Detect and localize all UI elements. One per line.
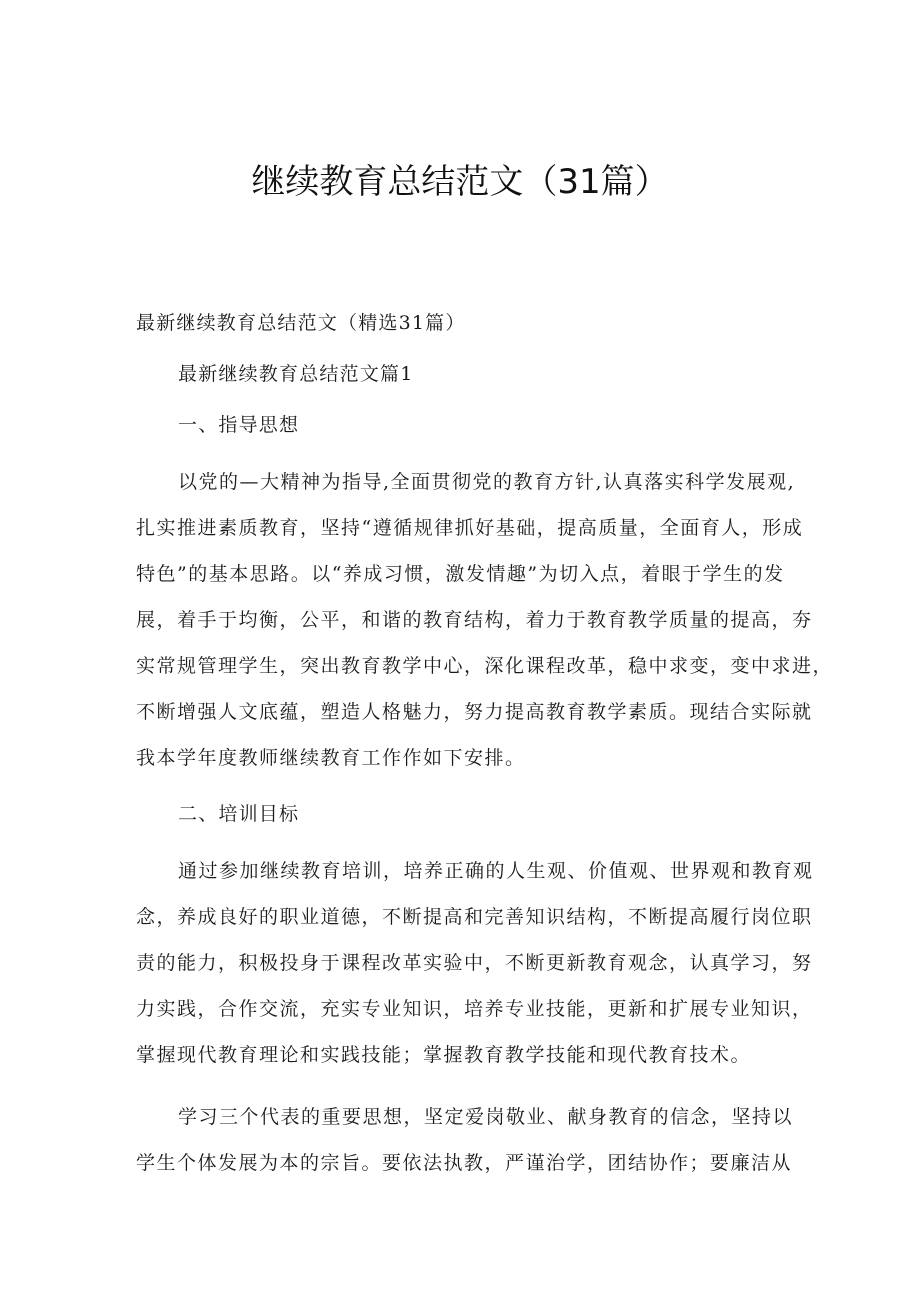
paragraph-line: 不断增强人文底蕴，塑造人格魅力，努力提高教育教学素质。现结合实际就 xyxy=(136,701,813,723)
paragraph-line: 学生个体发展为本的宗旨。要依法执教，严谨治学，团结协作；要廉洁从 xyxy=(136,1152,793,1174)
document-body xyxy=(136,306,834,1202)
paragraph-line: 念，养成良好的职业道德，不断提高和完善知识结构，不断提高履行岗位职 xyxy=(136,906,813,928)
paragraph-training-goals xyxy=(136,848,814,1078)
paragraph-line: 展，着手于均衡，公平，和谐的教育结构，着力于教育教学质量的提高，夯 xyxy=(136,609,813,631)
paragraph-line: 掌握现代教育理论和实践技能；掌握教育教学技能和现代教育技术。 xyxy=(136,1044,752,1066)
paragraph-line: 责的能力，积极投身于课程改革实验中，不断更新教育观念，认真学习，努 xyxy=(136,952,813,974)
paragraph-line: 通过参加继续教育培训，培养正确的人生观、价值观、世界观和教育观 xyxy=(178,860,814,882)
document-title: 继续教育总结范文（31篇） xyxy=(251,162,669,202)
heading-training-goals: 二、培训目标 xyxy=(178,803,300,825)
paragraph-line: 学习三个代表的重要思想，坚定爱岗敬业、献身教育的信念，坚持以 xyxy=(178,1106,794,1128)
paragraph-line: 实常规管理学生，突出教育教学中心，深化课程改革，稳中求变，变中求进， xyxy=(136,655,834,677)
document-subtitle: 最新继续教育总结范文（精选31篇） xyxy=(136,312,466,334)
section-title: 最新继续教育总结范文篇1 xyxy=(178,363,414,385)
paragraph-line: 扎实推进素质教育，坚持“遵循规律抓好基础，提高质量，全面育人，形成 xyxy=(136,517,804,539)
paragraph-line: 力实践，合作交流，充实专业知识，培养专业技能，更新和扩展专业知识， xyxy=(136,998,813,1020)
paragraph-study xyxy=(136,1094,794,1186)
paragraph-line: 以党的—大精神为指导,全面贯彻党的教育方针,认真落实科学发展观, xyxy=(178,471,796,493)
paragraph-line: 特色”的基本思路。以“养成习惯，激发情趣”为切入点，着眼于学生的发 xyxy=(136,563,785,585)
paragraph-line: 我本学年度教师继续教育工作作如下安排。 xyxy=(136,747,526,769)
paragraph-guiding-ideology xyxy=(136,459,834,781)
heading-guiding-ideology: 一、指导思想 xyxy=(178,414,300,436)
